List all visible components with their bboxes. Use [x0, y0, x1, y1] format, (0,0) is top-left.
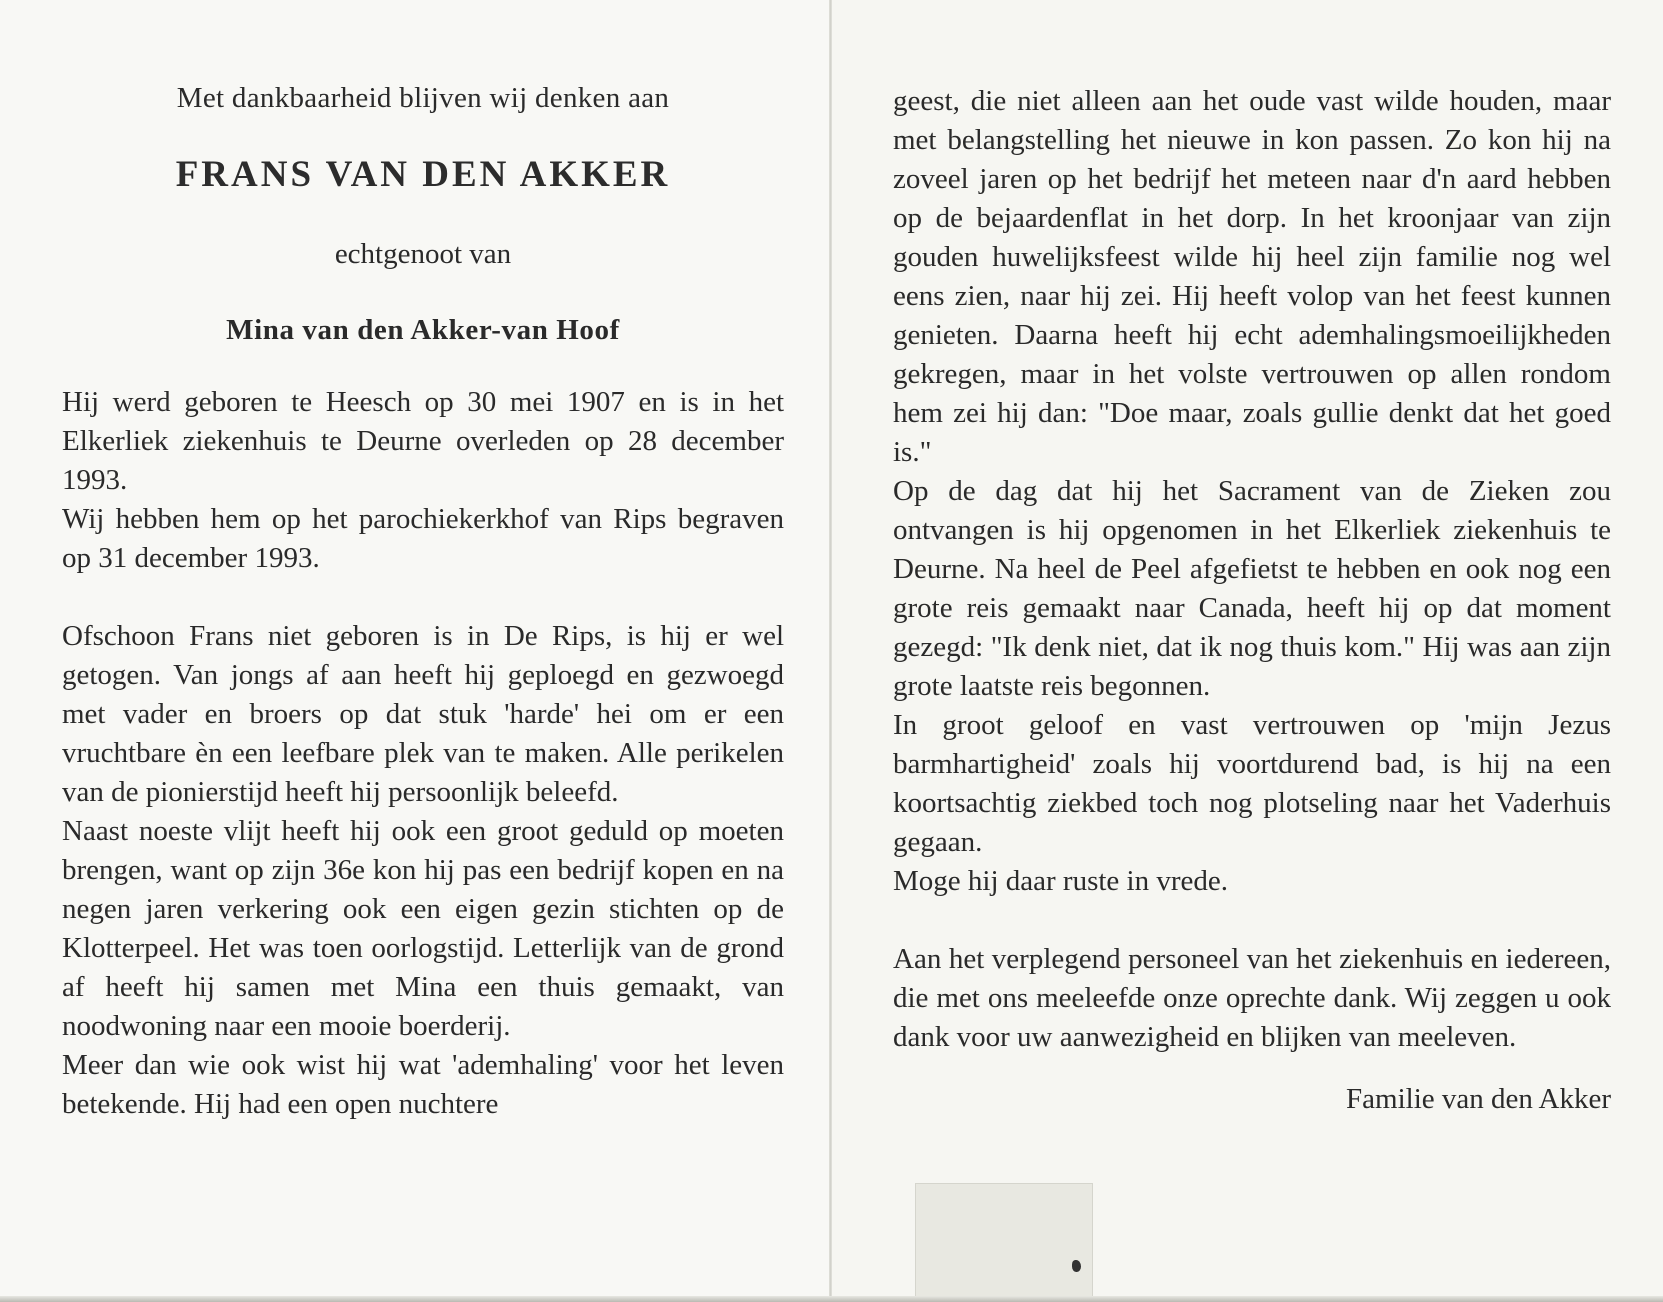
family-signature: Familie van den Akker: [1346, 1083, 1611, 1115]
story-paragraph-6: In groot geloof en vast vertrouwen op 'mijn Jezus barmhartigheid' zoals hij voortdurend bad, is hij na een koortsachtig ziekbed toch nog plotseling naar het Vaderhuis gegaan.: [893, 709, 1611, 858]
burial-paragraph: Wij hebben hem op het parochiekerkhof van Rips begraven op 31 december 1993.: [62, 503, 784, 574]
ink-spot: [1072, 1260, 1081, 1272]
farewell-line: Moge hij daar ruste in vrede.: [893, 865, 1229, 897]
thanks-paragraph: Aan het verplegend personeel van het ziekenhuis en iedereen, die met ons meeleefde onze oprechte dank. Wij zeggen u ook dank voor uw aanwezigheid en blijken van meeleven.: [893, 943, 1611, 1053]
story-paragraph-1: Ofschoon Frans niet geboren is in De Rips, is hij er wel getogen. Van jongs af aan heeft hij geploegd en gezwoegd met vader en broers op dat stuk 'harde' hei om er een vruchtbare èn een leefbare plek van te maken. Alle perikelen van de pionierstijd heeft hij persoonlijk beleefd.: [62, 620, 784, 808]
deceased-name: FRANS VAN DEN AKKER: [175, 154, 671, 195]
card-bottom-edge: [0, 1296, 1663, 1302]
left-page: [0, 0, 830, 1302]
left-column: [62, 82, 784, 1124]
spouse-name: Mina van den Akker-van Hoof: [226, 314, 620, 346]
story-paragraph-5: Op de dag dat hij het Sacrament van de Zieken zou ontvangen is hij opgenomen in het Elkerliek ziekenhuis te Deurne. Na heel de Peel afgefietst te hebben en ook nog een grote reis gemaakt naar Canada, heeft hij op dat moment gezegd: "Ik denk niet, dat ik nog thuis kom." Hij was aan zijn grote laatste reis begonnen.: [893, 475, 1611, 702]
birth-paragraph: Hij werd geboren te Heesch op 30 mei 1907 en is in het Elkerliek ziekenhuis te Deurne overleden op 28 december 1993.: [62, 386, 784, 496]
story-paragraph-4: geest, die niet alleen aan het oude vast wilde houden, maar met belangstelling het nieuwe in kon passen. Zo kon hij na zoveel jaren op het bedrijf het meteen naar d'n aard hebben op de bejaardenflat in het dorp. In het kroonjaar van zijn gouden huwelijksfeest wilde hij heel zijn familie nog wel eens zien, naar hij zei. Hij heeft volop van het feest kunnen genieten. Daarna heeft hij echt ademhalingsmoeilijkheden gekregen, maar in het volste vertrouwen op allen rondom hem zei hij dan: "Doe maar, zoals gullie denkt dat het goed is.": [893, 85, 1611, 468]
tape-residue: [915, 1183, 1093, 1297]
right-column: [893, 82, 1611, 1116]
story-paragraph-2: Naast noeste vlijt heeft hij ook een groot geduld op moeten brengen, want op zijn 36e kon hij pas een bedrijf kopen en na negen jaren verkering ook een eigen gezin stichten op de Klotterpeel. Het was toen oorlogstijd. Letterlijk van de grond af heeft hij samen met Mina een thuis gemaakt, van noodwoning naar een mooie boerderij.: [62, 815, 784, 1042]
story-paragraph-3: Meer dan wie ook wist hij wat 'ademhaling' voor het leven betekende. Hij had een open nuchtere: [62, 1049, 784, 1120]
intro-line: Met dankbaarheid blijven wij denken aan: [176, 82, 670, 114]
relation-line: echtgenoot van: [334, 238, 512, 270]
